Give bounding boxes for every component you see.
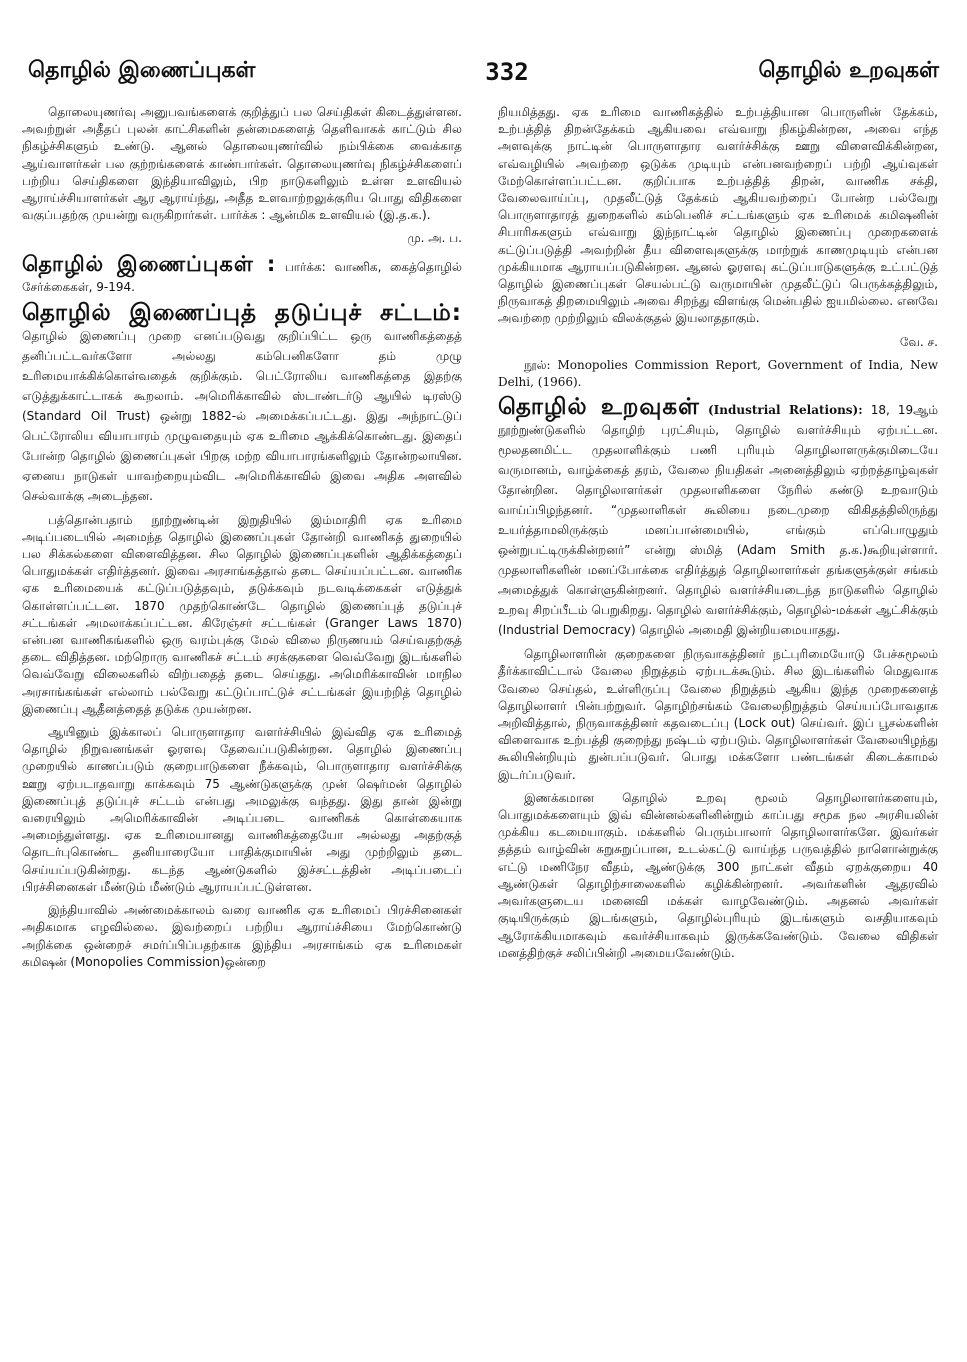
reference-text: Monopolies Commission Report, Government of India, New Delhi, (1966). — [498, 357, 938, 390]
entry-industrial-relations — [498, 394, 938, 640]
paragraph: இணக்கமான தொழில் உறவு மூலம் தொழிலாளர்களையும், பொதுமக்களையும் இவ் வின்னல்களினின்றும் காப்பது சமூக நல அரசியலின் முக்கிய கடமையாகும். மக்களில் பெரும்பாலார் தொழிலாளர்களே. இவர்கள் தத்தம் வாழ்வின் சுறுசுறுப்பான, உடல்கட்டு வாய்ந்த பருவத்தில் நாளொன்றுக்கு எட்டு மணிநேர வீதம், ஆண்டுக்கு 300 நாட்கள் வீதம் ஏறக்குறைய 40 ஆண்டுகள் தொழிற்சாலைகளில் கழிக்கின்றனர். அவர்களின் ஆதரவில் அவர்களுடைய மனைவி மக்கள் வாழவேண்டும். அதனல் அவர்கள் குடியிருக்கும் இடங்களும், தொழில்புரியும் இடங்களும் வசதியாகவும் ஆரோக்கியமாகவும் கவர்ச்சியாகவும் இருக்கவேண்டும். வேலை விதிகள் மனத்திற்குச் சலிப்பின்றி அமையவேண்டும். — [498, 790, 938, 960]
entry-body: 18, 19ஆம் நூற்றுண்டுகளில் தொழிற் புரட்சியும், தொழில் வளர்ச்சியும் ஏற்பட்டன. மூலதனமிட்ட முதலாளிக்கும் பணி புரியும் தொழிலாளருக்குமிடையே வருமானம், வாழ்க்கைத் தரம், வேலை நியதிகள் அனைத்திலும் ஏற்றத்தாழ்வுகள் தோன்றின. தொழிலாளர்கள் முதலாளிகளை நேரில் கண்டு உறவாடும் வாய்ப்பிழந்தனர். “முதலாளிகள் கூலியை நடைமுறை விகிதத்திலிருந்து உயர்த்தாமலிருக்கும் மனப்பான்மையில், எங்கும் எப்பொழுதும் ஒன்றுபட்டிருக்கின்றனர்” என்று ஸ்மித் (Adam Smith த.க.)கூறியுள்ளார். முதலாளிகளின் மனப்போக்கை எதிர்த்துத் தொழிலாளர்கள் தங்களுக்குள் சங்கம் அமைத்துக் கொள்ளுகின்றனர். தொழில் வளர்ச்சியடைந்த நாடுகளில் தொழில் உறவு சிறப்பீடம் பெறுகிறது. தொழில் வளர்ச்சிக்கும், தொழில்-மக்கள் ஆட்சிக்கும் (Industrial Democracy) தொழில் அமைதி இன்றியமையாதது. — [498, 403, 938, 638]
entry-headword: தொழில் உறவுகள் — [498, 394, 700, 421]
entry-headword: தொழில் இணைப்புகள் : — [22, 251, 277, 276]
author-initials: மு. அ. ப. — [407, 231, 462, 246]
reference-label: நூல்: — [524, 357, 551, 372]
right-column — [498, 104, 938, 1344]
entry-industrial-combinations — [22, 251, 462, 297]
page-number: 332 — [485, 58, 529, 86]
left-column — [22, 104, 462, 1344]
entry-anti-trust-law — [22, 299, 462, 506]
paragraph: தொலையுணர்வு அனுபவங்களைக் குறித்துப் பல செய்திகள் கிடைத்துள்ளன. அவற்றுள் அதீதப் புலன் காட்சிகளின் தன்மைகளைத் தெளிவாகக் காட்டும் சில நிகழ்ச்சிகளும் உண்டு. ஆனல் தொலையுணர்வில் நம்பிக்கை வைக்காத ஆய்வாளர்கள் பல குற்றங்களைக் காண்பார்கள். தொலையுணர்வு நிகழ்ச்சிகளைப் பற்றிய செய்திகளை இந்தியாவிலும், பிற நாடுகளிலும் உள்ள உளவியல் ஆராய்ச்சியாளர்கள் ஆர ஆராய்ந்து, அதீத உளவாற்றலுக்குரிய பொது விதிகளை வகுப்பதற்கு முயன்று வருகிறார்கள். பார்க்க : ஆன்மிக உளவியல் (இ.த.க.). — [22, 105, 462, 223]
cross-reference: பார்க்க: வாணிக, கைத்தொழில் சேர்க்கைகள், 9-194. — [22, 259, 462, 294]
paragraph: இந்தியாவில் அண்மைக்காலம் வரை வாணிக ஏக உரிமைப் பிரச்சினைகள் அதிகமாக எழவில்லை. இவற்றைப் பற்றிய ஆராய்ச்சியை மேற்கொண்டு அறிக்கை ஒன்றைச் சமர்ப்பிப்பதற்காக இந்திய அரசாங்கம் ஏக உரிமைகள் கமிஷன் (Monopolies Commission)ஒன்றை — [22, 903, 462, 969]
entry-headword: தொழில் இணைப்புத் தடுப்புச் சட்டம்: — [22, 299, 462, 326]
paragraph: ஆயினும் இக்காலப் பொருளாதார வளர்ச்சியில் இவ்வித ஏக உரிமைத் தொழில் நிறுவனங்கள் ஓரளவு தேவைப்படுகின்றன. தொழில் இணைப்பு முறையில் காணப்படும் குறைபாடுகளை நீக்கவும், பொருளாதார வளர்ச்சிக்கு ஊறு ஏற்படாதவாறு காக்கவும் 75 ஆண்டுகளுக்கு முன் ஷெர்மன் தொழில் இணைப்புத் தடுப்புச் சட்டம் என்பது அமலுக்கு வந்தது. இது தான் இன்று வரையிலும் அமெரிக்காவின் அடிப்படை வாணிகக் கொள்கையாக அமைந்துள்ளது. ஏக உரிமையானது வாணிகத்தையோ அல்லது அதற்குத் தொடர்புகொண்ட தனியாரையோ பாதிக்குமாயின் அது முற்றிலும் தடை செய்யப்படுகின்றது. கடந்த ஆண்டுகளில் இச்சட்டத்தின் அடிப்படைப் பிரச்சினைகள் மீண்டும் மீண்டும் ஆராயப்பட்டுள்ளன. — [22, 725, 462, 894]
paragraph: பத்தொன்பதாம் நூற்றுண்டின் இறுதியில் இம்மாதிரி ஏக உரிமை அடிப்படையில் அமைந்த தொழில் இணைப்புகள் தோன்றி வாணிகத் துறையில் பல சிக்கல்களை விளைவித்தன. சில தொழில் இணைப்புகளின் ஆதிக்கத்தைப் பொதுமக்கள் எதிர்த்தனர். இவை அரசாங்கத்தால் தடை செய்யப்பட்டன. வாணிக ஏக உரிமையைக் கட்டுப்படுத்தவும், தடுக்கவும் நடவடிக்கைகள் எடுத்துக் கொள்ளப்பட்டன. 1870 முதற்கொண்டே தொழில் இணைப்புத் தடுப்புச் சட்டங்கள் அமலாக்கப்பட்டன. கிரேஞ்சர் சட்டங்கள் (Granger Laws 1870) என்பன வாணிகங்களில் ஒரு வரம்புக்கு மேல் விலை நிருணயம் செய்வதற்குத் தடை விதித்தன. மற்றொரு வாணிகச் சட்டம் சரக்குகளை வெவ்வேறு இடங்களில் வெவ்வேறு விலைகளில் விற்பதைத் தடை செய்தது. அமெரிக்காவின் மாநில அரசாங்கங்கள் எல்லாம் பல்வேறு கட்டுப்பாட்டுச் சட்டங்கள் இயற்றித் தொழில் இணைப்பு ஆதீனத்தைத் தடுக்க முயன்றன. — [22, 512, 462, 716]
entry-body: தொழில் இணைப்பு முறை எனப்படுவது குறிப்பிட்ட ஒரு வாணிகத்தைத் தனிப்பட்டவர்களோ அல்லது கம்பெனிகளோ தம் முழு உரிமையாக்கிக்கொள்வதைக் குறிக்கும். பெட்ரோலிய வாணிகத்தை இதற்கு எடுத்துக்காட்டாகக் கூறலாம். அமெரிக்காவில் ஸ்டாண்டர்டு ஆயில் டிரஸ்டு (Standard Oil Trust) ஒன்று 1882-ல் அமைக்கப்பட்டது. இது அந்நாட்டுப் பெட்ரோலிய வியாபாரம் முழுவதையும் ஏக உரிமை ஆக்கிக்கொண்டது. இதைப் போன்ற தொழில் இணைப்புகள் பிறகு மற்ற வியாபாரங்களிலும் தோன்றலாயின. ஏனைய நாடுகள் யாவற்றையும்விட அமெரிக்காவில் இவை அதிக அளவில் செல்வாக்கு அடைந்தன. — [22, 328, 462, 503]
header-left-title: தொழில் இணைப்புகள் — [28, 58, 256, 83]
author-initials: வே. ச. — [899, 334, 938, 349]
entry-headword-english: (Industrial Relations): — [707, 403, 863, 418]
paragraph: நியமித்தது. ஏக உரிமை வாணிகத்தில் உற்பத்தியான பொருளின் தேக்கம், உற்பத்தித் திறன்தேக்கம் ஆகியவை எவ்வாறு நிகழ்கின்றன, அவை எந்த அளவுக்கு நாட்டின் பொருளாதார வளர்ச்சிக்கு ஊறு விளைவிக்கின்றன, எவ்வழியில் அவற்றை ஒடுக்க முடியும் என்பனவற்றைப் பற்றி ஆய்வுகள் மேற்கொள்ளப்பட்டன. குறிப்பாக உற்பத்தித் திறன், வாணிக சக்தி, வேலைவாய்ப்பு, முதலீட்டுத் தேக்கம் ஆகியவற்றைப் போன்ற பல்வேறு பொருளாதாரத் துறைகளில் கம்பெனிச் சட்டங்களும் ஏக உரிமைக் கமிஷனின் சிபாரிசுகளும் எவ்வாறு இந்நாட்டின் தொழில் இணைப்பு முறைகளைக் கட்டுப்படுத்தி அவற்றின் தீய விளைவுகளுக்கு மாற்றுக் காணமுடியும் என்பன முக்கியமாக ஆராயப்படுகின்றன. ஆனல் ஓரளவு கட்டுப்பாடுகளுக்கு உட்பட்டுத் தொழில் இணைப்புகள் செயல்பட்டு வருமாயின் முதலீட்டுப் பெருக்கத்திலும், நிருவாகத் திறமையிலும் அவை சிறந்து விளங்கு மென்பதில் ஐயமில்லை. எனவே அவற்றை முற்றிலும் விலக்குதல் இயலாததாகும். — [498, 105, 938, 326]
bibliography-reference — [498, 357, 938, 391]
page-header — [28, 52, 939, 92]
paragraph: தொழிலாளரின் குறைகளை நிருவாகத்தினர் நட்புரிமையோடு பேச்சுமூலம் தீர்க்காவிட்டால் வேலை நிறுத்தம் ஏற்படக்கூடும். சில இடங்களில் மெதுவாக வேலை செய்தல், உள்ளிருப்பு வேலை நிறுத்தம் ஆகிய இந்த முறைகளைத் தொழிலாளர் பின்பற்றுவர். தொழிற்சங்கம் வேலைநிறுத்தம் செய்யப்போவதாக அறிவித்தால், நிருவாகத்தினர் கதவடைப்பு (Lock out) செய்வர். இப் பூசல்களின் விளைவாக உற்பத்தி குறைந்து நஷ்டம் ஏற்படும். தொழிலாளர்கள் வேலையிழந்து கூலியின்றியும் துன்பப்படுவர். பொது மக்களோ பண்டங்கள் கிடைக்காமல் இடர்ப்படுவர். — [498, 647, 938, 782]
header-right-title: தொழில் உறவுகள் — [758, 58, 939, 83]
